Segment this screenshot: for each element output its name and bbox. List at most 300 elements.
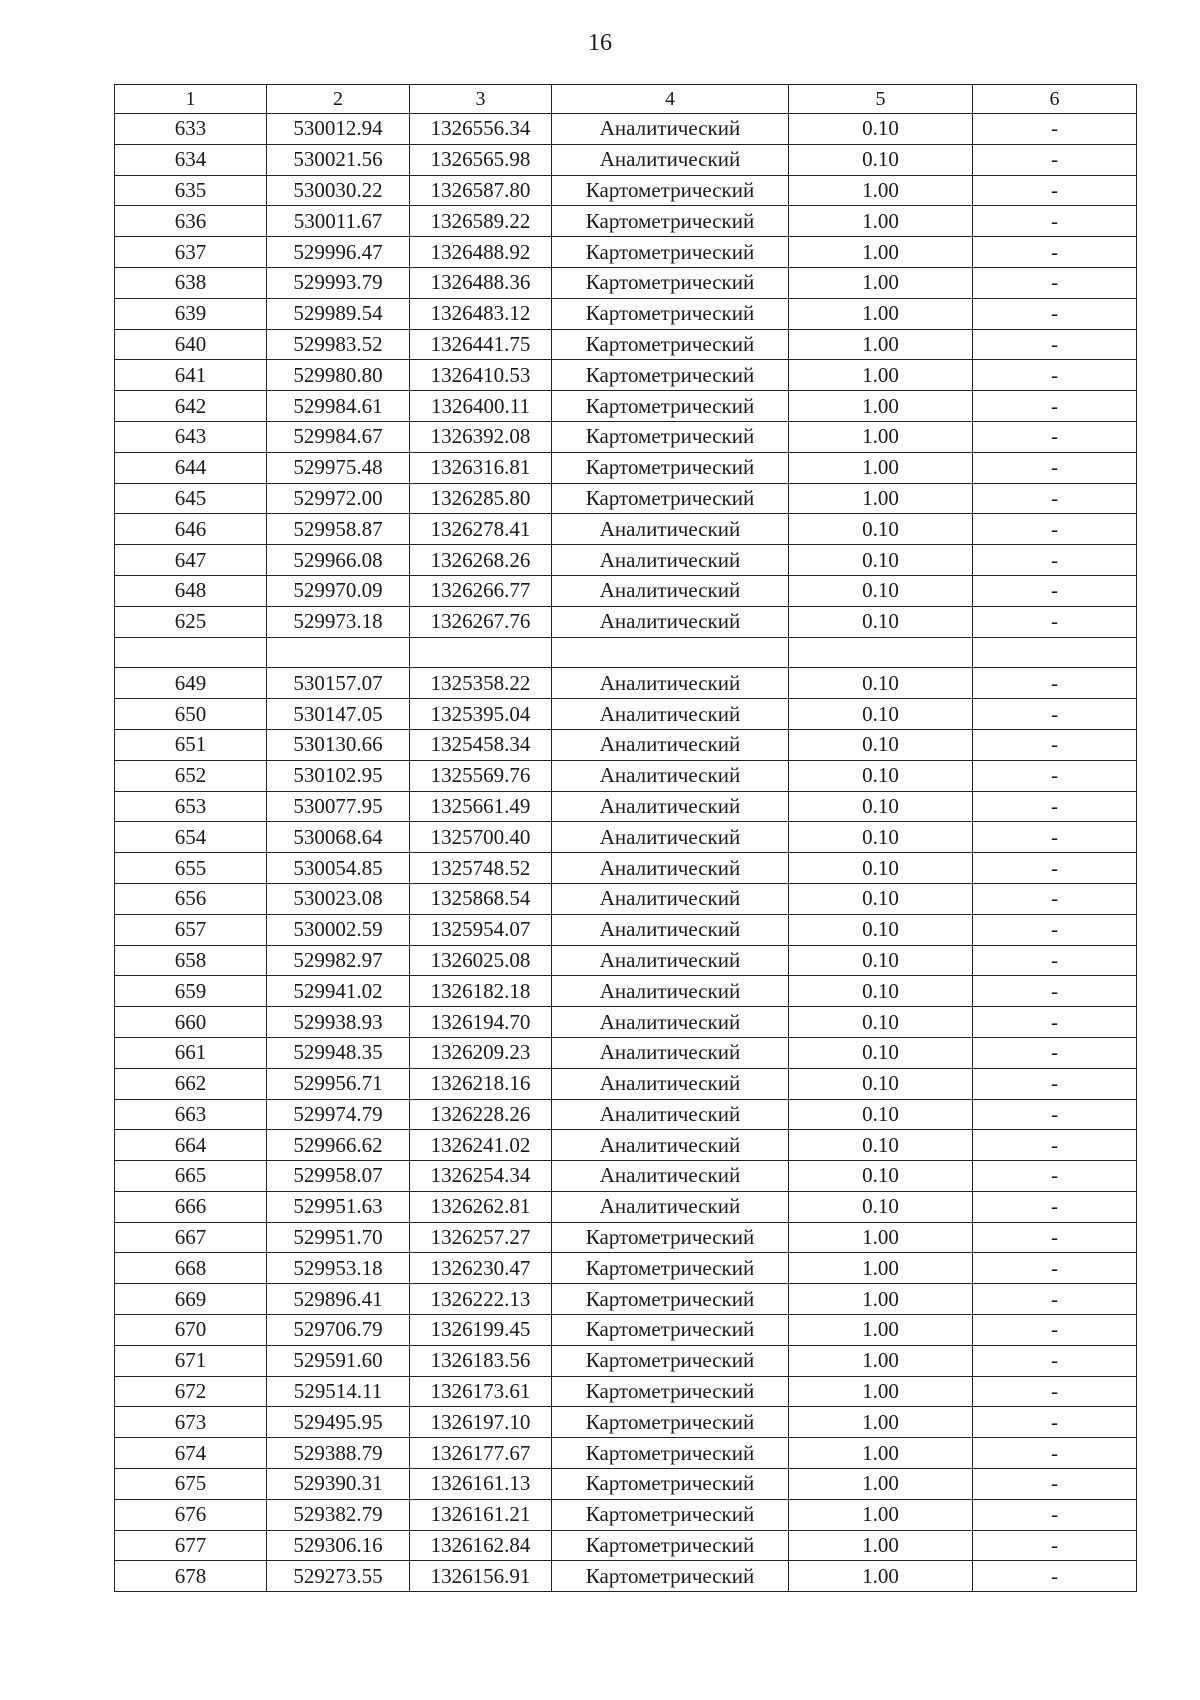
note-cell: - (973, 1315, 1137, 1346)
accuracy-cell: 1.00 (789, 329, 973, 360)
note-cell: - (973, 1068, 1137, 1099)
point-number-cell: 672 (115, 1376, 267, 1407)
method-cell: Аналитический (552, 514, 789, 545)
coordinates-table (114, 84, 1137, 1592)
accuracy-cell: 0.10 (789, 144, 973, 175)
accuracy-cell: 1.00 (789, 1253, 973, 1284)
accuracy-cell: 1.00 (789, 1222, 973, 1253)
x-coordinate-cell: 529951.70 (267, 1222, 410, 1253)
method-cell: Аналитический (552, 1068, 789, 1099)
y-coordinate-cell: 1326488.92 (410, 237, 552, 268)
y-coordinate-cell: 1326228.26 (410, 1099, 552, 1130)
x-coordinate-cell: 529273.55 (267, 1561, 410, 1592)
method-cell: Аналитический (552, 699, 789, 730)
note-cell: - (973, 1376, 1137, 1407)
method-cell: Картометрический (552, 391, 789, 422)
note-cell: - (973, 1407, 1137, 1438)
point-number-cell: 673 (115, 1407, 267, 1438)
method-cell: Аналитический (552, 1007, 789, 1038)
x-coordinate-cell: 529980.80 (267, 360, 410, 391)
column-header: 1 (115, 85, 267, 114)
note-cell: - (973, 1530, 1137, 1561)
x-coordinate-cell: 529706.79 (267, 1315, 410, 1346)
x-coordinate-cell: 529984.67 (267, 421, 410, 452)
column-header: 4 (552, 85, 789, 114)
method-cell: Аналитический (552, 853, 789, 884)
method-cell: Аналитический (552, 883, 789, 914)
accuracy-cell: 1.00 (789, 298, 973, 329)
method-cell: Картометрический (552, 206, 789, 237)
note-cell: - (973, 699, 1137, 730)
table-row (115, 329, 1137, 360)
x-coordinate-cell: 529966.08 (267, 545, 410, 576)
y-coordinate-cell: 1326587.80 (410, 175, 552, 206)
method-cell: Аналитический (552, 575, 789, 606)
accuracy-cell: 0.10 (789, 853, 973, 884)
y-coordinate-cell: 1326410.53 (410, 360, 552, 391)
method-cell: Аналитический (552, 791, 789, 822)
table-row (115, 452, 1137, 483)
table-row (115, 1191, 1137, 1222)
x-coordinate-cell: 530002.59 (267, 914, 410, 945)
point-number-cell: 638 (115, 267, 267, 298)
point-number-cell: 634 (115, 144, 267, 175)
point-number-cell: 665 (115, 1161, 267, 1192)
x-coordinate-cell: 529390.31 (267, 1469, 410, 1500)
y-coordinate-cell: 1326278.41 (410, 514, 552, 545)
method-cell: Аналитический (552, 606, 789, 637)
accuracy-cell: 1.00 (789, 1469, 973, 1500)
accuracy-cell (789, 637, 973, 668)
note-cell: - (973, 822, 1137, 853)
point-number-cell: 654 (115, 822, 267, 853)
y-coordinate-cell: 1326589.22 (410, 206, 552, 237)
note-cell: - (973, 1191, 1137, 1222)
y-coordinate-cell: 1326268.26 (410, 545, 552, 576)
note-cell: - (973, 298, 1137, 329)
table-row (115, 976, 1137, 1007)
point-number-cell: 674 (115, 1438, 267, 1469)
method-cell: Аналитический (552, 729, 789, 760)
note-cell: - (973, 1438, 1137, 1469)
accuracy-cell: 1.00 (789, 1345, 973, 1376)
table-row (115, 360, 1137, 391)
table-row (115, 1345, 1137, 1376)
note-cell: - (973, 483, 1137, 514)
point-number-cell: 645 (115, 483, 267, 514)
column-header: 6 (973, 85, 1137, 114)
table-row (115, 391, 1137, 422)
method-cell: Картометрический (552, 1561, 789, 1592)
accuracy-cell: 0.10 (789, 545, 973, 576)
table-row (115, 914, 1137, 945)
method-cell: Картометрический (552, 298, 789, 329)
point-number-cell: 678 (115, 1561, 267, 1592)
note-cell: - (973, 545, 1137, 576)
accuracy-cell: 0.10 (789, 1068, 973, 1099)
x-coordinate-cell: 529495.95 (267, 1407, 410, 1438)
accuracy-cell: 1.00 (789, 206, 973, 237)
note-cell: - (973, 237, 1137, 268)
method-cell: Картометрический (552, 483, 789, 514)
x-coordinate-cell: 529948.35 (267, 1037, 410, 1068)
note-cell: - (973, 1561, 1137, 1592)
accuracy-cell: 1.00 (789, 1376, 973, 1407)
x-coordinate-cell: 529983.52 (267, 329, 410, 360)
x-coordinate-cell: 529996.47 (267, 237, 410, 268)
accuracy-cell: 1.00 (789, 175, 973, 206)
y-coordinate-cell: 1326218.16 (410, 1068, 552, 1099)
table-row (115, 637, 1137, 668)
note-cell: - (973, 606, 1137, 637)
method-cell: Аналитический (552, 1130, 789, 1161)
method-cell: Аналитический (552, 144, 789, 175)
note-cell: - (973, 1037, 1137, 1068)
x-coordinate-cell: 529938.93 (267, 1007, 410, 1038)
table-row (115, 1469, 1137, 1500)
point-number-cell: 646 (115, 514, 267, 545)
accuracy-cell: 0.10 (789, 945, 973, 976)
point-number-cell: 633 (115, 114, 267, 145)
y-coordinate-cell: 1326161.21 (410, 1499, 552, 1530)
y-coordinate-cell: 1325661.49 (410, 791, 552, 822)
method-cell: Картометрический (552, 452, 789, 483)
point-number-cell: 660 (115, 1007, 267, 1038)
x-coordinate-cell: 530054.85 (267, 853, 410, 884)
method-cell: Картометрический (552, 329, 789, 360)
table-row (115, 1130, 1137, 1161)
table-row (115, 853, 1137, 884)
accuracy-cell: 0.10 (789, 1161, 973, 1192)
x-coordinate-cell: 529972.00 (267, 483, 410, 514)
point-number-cell: 653 (115, 791, 267, 822)
table-row (115, 1099, 1137, 1130)
point-number-cell: 656 (115, 883, 267, 914)
accuracy-cell: 0.10 (789, 1191, 973, 1222)
y-coordinate-cell: 1326257.27 (410, 1222, 552, 1253)
x-coordinate-cell: 530023.08 (267, 883, 410, 914)
y-coordinate-cell: 1325748.52 (410, 853, 552, 884)
point-number-cell: 635 (115, 175, 267, 206)
y-coordinate-cell: 1326400.11 (410, 391, 552, 422)
table-row (115, 729, 1137, 760)
method-cell: Картометрический (552, 1530, 789, 1561)
x-coordinate-cell: 529984.61 (267, 391, 410, 422)
table-row (115, 1284, 1137, 1315)
x-coordinate-cell: 529974.79 (267, 1099, 410, 1130)
x-coordinate-cell: 530068.64 (267, 822, 410, 853)
table-row (115, 945, 1137, 976)
x-coordinate-cell: 530077.95 (267, 791, 410, 822)
y-coordinate-cell: 1326254.34 (410, 1161, 552, 1192)
table-row (115, 760, 1137, 791)
point-number-cell: 636 (115, 206, 267, 237)
table-row (115, 483, 1137, 514)
method-cell: Картометрический (552, 267, 789, 298)
point-number-cell: 667 (115, 1222, 267, 1253)
x-coordinate-cell: 529896.41 (267, 1284, 410, 1315)
table-row (115, 545, 1137, 576)
point-number-cell: 643 (115, 421, 267, 452)
table-row (115, 514, 1137, 545)
note-cell: - (973, 575, 1137, 606)
method-cell: Аналитический (552, 1037, 789, 1068)
accuracy-cell: 1.00 (789, 267, 973, 298)
table-row (115, 114, 1137, 145)
x-coordinate-cell: 529966.62 (267, 1130, 410, 1161)
table-row (115, 1037, 1137, 1068)
accuracy-cell: 0.10 (789, 883, 973, 914)
note-cell: - (973, 1130, 1137, 1161)
table-row (115, 1499, 1137, 1530)
table-row (115, 822, 1137, 853)
y-coordinate-cell: 1325700.40 (410, 822, 552, 853)
x-coordinate-cell: 529958.07 (267, 1161, 410, 1192)
x-coordinate-cell: 529953.18 (267, 1253, 410, 1284)
x-coordinate-cell: 529941.02 (267, 976, 410, 1007)
table-row (115, 699, 1137, 730)
method-cell: Картометрический (552, 1253, 789, 1284)
method-cell: Картометрический (552, 1315, 789, 1346)
method-cell: Аналитический (552, 1191, 789, 1222)
y-coordinate-cell: 1326392.08 (410, 421, 552, 452)
y-coordinate-cell: 1326230.47 (410, 1253, 552, 1284)
method-cell: Картометрический (552, 1407, 789, 1438)
method-cell: Аналитический (552, 976, 789, 1007)
point-number-cell: 639 (115, 298, 267, 329)
table-row (115, 1007, 1137, 1038)
accuracy-cell: 0.10 (789, 822, 973, 853)
y-coordinate-cell: 1325569.76 (410, 760, 552, 791)
point-number-cell: 649 (115, 668, 267, 699)
point-number-cell: 642 (115, 391, 267, 422)
y-coordinate-cell: 1326266.77 (410, 575, 552, 606)
accuracy-cell: 0.10 (789, 514, 973, 545)
note-cell: - (973, 1345, 1137, 1376)
point-number-cell (115, 637, 267, 668)
method-cell: Картометрический (552, 1469, 789, 1500)
point-number-cell: 669 (115, 1284, 267, 1315)
x-coordinate-cell: 530102.95 (267, 760, 410, 791)
accuracy-cell: 0.10 (789, 699, 973, 730)
accuracy-cell: 1.00 (789, 1561, 973, 1592)
table-row (115, 298, 1137, 329)
y-coordinate-cell: 1326285.80 (410, 483, 552, 514)
note-cell (973, 637, 1137, 668)
x-coordinate-cell: 529951.63 (267, 1191, 410, 1222)
table-row (115, 237, 1137, 268)
x-coordinate-cell: 529989.54 (267, 298, 410, 329)
x-coordinate-cell: 529388.79 (267, 1438, 410, 1469)
note-cell: - (973, 760, 1137, 791)
point-number-cell: 657 (115, 914, 267, 945)
point-number-cell: 644 (115, 452, 267, 483)
note-cell: - (973, 452, 1137, 483)
x-coordinate-cell: 530157.07 (267, 668, 410, 699)
point-number-cell: 670 (115, 1315, 267, 1346)
method-cell: Картометрический (552, 1438, 789, 1469)
table-row (115, 1068, 1137, 1099)
note-cell: - (973, 791, 1137, 822)
point-number-cell: 650 (115, 699, 267, 730)
x-coordinate-cell: 529956.71 (267, 1068, 410, 1099)
point-number-cell: 658 (115, 945, 267, 976)
accuracy-cell: 0.10 (789, 1099, 973, 1130)
y-coordinate-cell: 1325954.07 (410, 914, 552, 945)
note-cell: - (973, 267, 1137, 298)
y-coordinate-cell: 1326262.81 (410, 1191, 552, 1222)
point-number-cell: 655 (115, 853, 267, 884)
accuracy-cell: 1.00 (789, 391, 973, 422)
note-cell: - (973, 914, 1137, 945)
point-number-cell: 663 (115, 1099, 267, 1130)
y-coordinate-cell: 1326161.13 (410, 1469, 552, 1500)
table-body (115, 85, 1137, 1592)
method-cell: Картометрический (552, 175, 789, 206)
accuracy-cell: 0.10 (789, 1037, 973, 1068)
table-row (115, 1407, 1137, 1438)
note-cell: - (973, 945, 1137, 976)
column-header: 2 (267, 85, 410, 114)
note-cell: - (973, 976, 1137, 1007)
y-coordinate-cell: 1326267.76 (410, 606, 552, 637)
accuracy-cell: 1.00 (789, 452, 973, 483)
method-cell: Аналитический (552, 114, 789, 145)
x-coordinate-cell (267, 637, 410, 668)
x-coordinate-cell: 530030.22 (267, 175, 410, 206)
note-cell: - (973, 360, 1137, 391)
point-number-cell: 666 (115, 1191, 267, 1222)
x-coordinate-cell: 529973.18 (267, 606, 410, 637)
y-coordinate-cell: 1326556.34 (410, 114, 552, 145)
y-coordinate-cell: 1326209.23 (410, 1037, 552, 1068)
table-row (115, 175, 1137, 206)
accuracy-cell: 1.00 (789, 483, 973, 514)
point-number-cell: 625 (115, 606, 267, 637)
point-number-cell: 652 (115, 760, 267, 791)
method-cell: Картометрический (552, 360, 789, 391)
method-cell: Аналитический (552, 1099, 789, 1130)
y-coordinate-cell: 1326316.81 (410, 452, 552, 483)
note-cell: - (973, 668, 1137, 699)
x-coordinate-cell: 530130.66 (267, 729, 410, 760)
method-cell: Аналитический (552, 545, 789, 576)
note-cell: - (973, 1284, 1137, 1315)
point-number-cell: 668 (115, 1253, 267, 1284)
y-coordinate-cell: 1326199.45 (410, 1315, 552, 1346)
y-coordinate-cell: 1326222.13 (410, 1284, 552, 1315)
point-number-cell: 637 (115, 237, 267, 268)
table-row (115, 1253, 1137, 1284)
note-cell: - (973, 391, 1137, 422)
method-cell: Картометрический (552, 1499, 789, 1530)
accuracy-cell: 1.00 (789, 1438, 973, 1469)
accuracy-cell: 1.00 (789, 237, 973, 268)
column-header: 5 (789, 85, 973, 114)
note-cell: - (973, 1161, 1137, 1192)
method-cell: Картометрический (552, 237, 789, 268)
table-row (115, 1161, 1137, 1192)
table-row (115, 421, 1137, 452)
method-cell: Аналитический (552, 945, 789, 976)
accuracy-cell: 0.10 (789, 729, 973, 760)
accuracy-cell: 1.00 (789, 421, 973, 452)
accuracy-cell: 0.10 (789, 976, 973, 1007)
y-coordinate-cell: 1326488.36 (410, 267, 552, 298)
accuracy-cell: 1.00 (789, 1315, 973, 1346)
point-number-cell: 671 (115, 1345, 267, 1376)
table-row (115, 575, 1137, 606)
note-cell: - (973, 206, 1137, 237)
y-coordinate-cell: 1326565.98 (410, 144, 552, 175)
accuracy-cell: 1.00 (789, 1407, 973, 1438)
x-coordinate-cell: 530147.05 (267, 699, 410, 730)
accuracy-cell: 0.10 (789, 760, 973, 791)
accuracy-cell: 0.10 (789, 114, 973, 145)
method-cell: Картометрический (552, 1222, 789, 1253)
table-row (115, 668, 1137, 699)
note-cell: - (973, 144, 1137, 175)
table-row (115, 1438, 1137, 1469)
note-cell: - (973, 514, 1137, 545)
note-cell: - (973, 175, 1137, 206)
y-coordinate-cell: 1326197.10 (410, 1407, 552, 1438)
table-row (115, 144, 1137, 175)
accuracy-cell: 1.00 (789, 1284, 973, 1315)
table-row (115, 606, 1137, 637)
x-coordinate-cell: 529591.60 (267, 1345, 410, 1376)
accuracy-cell: 0.10 (789, 606, 973, 637)
x-coordinate-cell: 529982.97 (267, 945, 410, 976)
x-coordinate-cell: 530012.94 (267, 114, 410, 145)
y-coordinate-cell: 1326483.12 (410, 298, 552, 329)
x-coordinate-cell: 529975.48 (267, 452, 410, 483)
note-cell: - (973, 1469, 1137, 1500)
point-number-cell: 659 (115, 976, 267, 1007)
point-number-cell: 648 (115, 575, 267, 606)
y-coordinate-cell: 1325458.34 (410, 729, 552, 760)
point-number-cell: 661 (115, 1037, 267, 1068)
x-coordinate-cell: 529382.79 (267, 1499, 410, 1530)
y-coordinate-cell: 1326173.61 (410, 1376, 552, 1407)
accuracy-cell: 1.00 (789, 1499, 973, 1530)
point-number-cell: 676 (115, 1499, 267, 1530)
accuracy-cell: 0.10 (789, 1130, 973, 1161)
method-cell: Картометрический (552, 1284, 789, 1315)
table-row (115, 1315, 1137, 1346)
method-cell: Аналитический (552, 1161, 789, 1192)
accuracy-cell: 1.00 (789, 1530, 973, 1561)
y-coordinate-cell: 1326177.67 (410, 1438, 552, 1469)
table-row (115, 1530, 1137, 1561)
note-cell: - (973, 114, 1137, 145)
note-cell: - (973, 329, 1137, 360)
y-coordinate-cell: 1326183.56 (410, 1345, 552, 1376)
x-coordinate-cell: 529514.11 (267, 1376, 410, 1407)
note-cell: - (973, 1253, 1137, 1284)
method-cell: Аналитический (552, 668, 789, 699)
y-coordinate-cell: 1325358.22 (410, 668, 552, 699)
method-cell: Аналитический (552, 822, 789, 853)
method-cell: Картометрический (552, 1376, 789, 1407)
method-cell: Аналитический (552, 760, 789, 791)
y-coordinate-cell: 1326194.70 (410, 1007, 552, 1038)
accuracy-cell: 0.10 (789, 914, 973, 945)
column-header: 3 (410, 85, 552, 114)
point-number-cell: 662 (115, 1068, 267, 1099)
accuracy-cell: 0.10 (789, 668, 973, 699)
point-number-cell: 677 (115, 1530, 267, 1561)
